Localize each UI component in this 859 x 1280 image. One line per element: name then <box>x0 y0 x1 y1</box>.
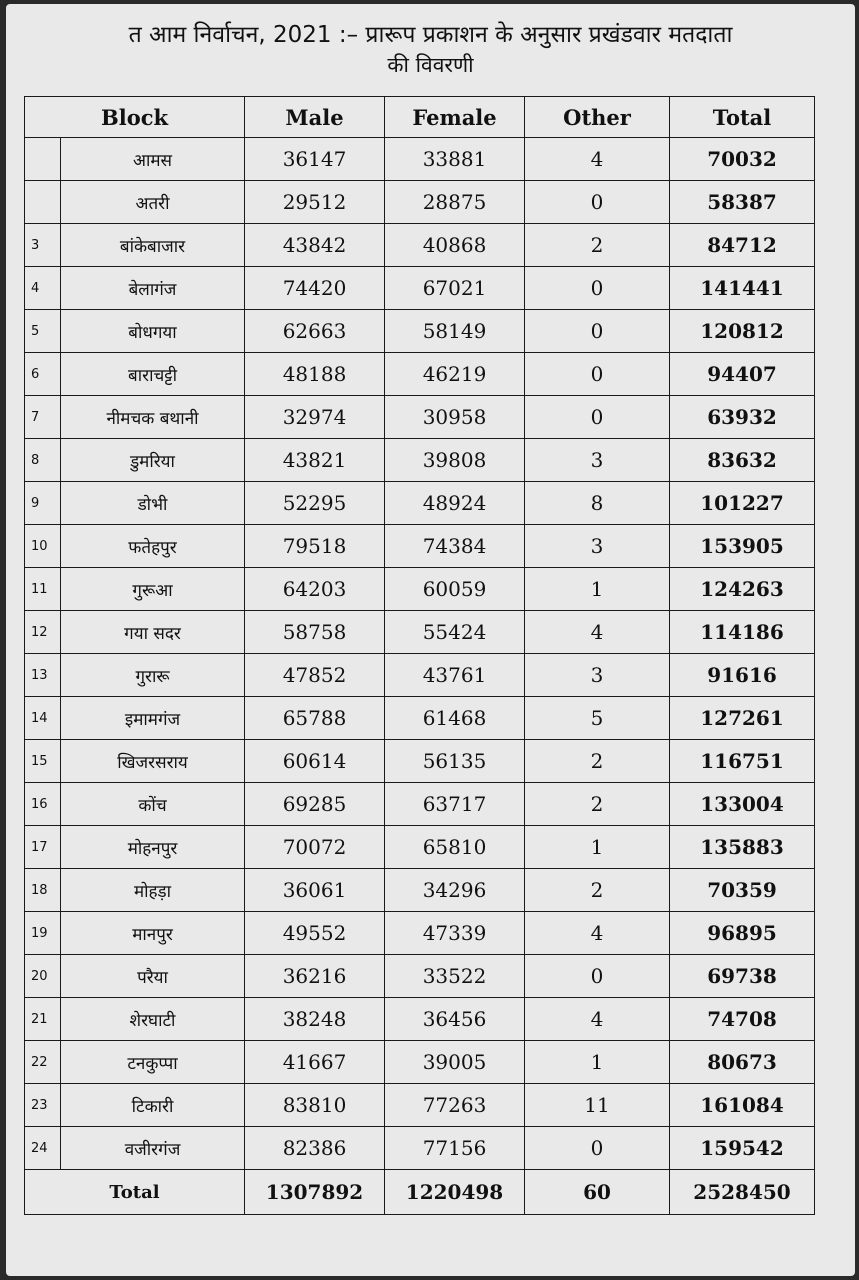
table-row <box>25 396 815 439</box>
total-count: 161084 <box>670 1084 815 1127</box>
serial-number: 8 <box>25 439 61 482</box>
block-name: फतेहपुर <box>61 525 245 568</box>
total-count: 84712 <box>670 224 815 267</box>
block-name: अतरी <box>61 181 245 224</box>
male-count: 36216 <box>245 955 385 998</box>
male-count: 82386 <box>245 1127 385 1170</box>
total-male: 1307892 <box>245 1170 385 1215</box>
serial-number: 16 <box>25 783 61 826</box>
other-count: 3 <box>525 525 670 568</box>
total-count: 116751 <box>670 740 815 783</box>
female-count: 56135 <box>385 740 525 783</box>
block-name: बाराचट्टी <box>61 353 245 396</box>
total-count: 114186 <box>670 611 815 654</box>
table-row <box>25 310 815 353</box>
table-row <box>25 439 815 482</box>
male-count: 32974 <box>245 396 385 439</box>
serial-number: 22 <box>25 1041 61 1084</box>
table-row <box>25 826 815 869</box>
serial-number: 19 <box>25 912 61 955</box>
other-count: 0 <box>525 1127 670 1170</box>
block-name: बोधगया <box>61 310 245 353</box>
female-count: 39005 <box>385 1041 525 1084</box>
other-count: 0 <box>525 955 670 998</box>
male-count: 83810 <box>245 1084 385 1127</box>
table-total-row <box>25 1170 815 1215</box>
female-count: 40868 <box>385 224 525 267</box>
table-row <box>25 224 815 267</box>
female-count: 46219 <box>385 353 525 396</box>
document-heading <box>6 20 855 80</box>
block-name: गुरूआ <box>61 568 245 611</box>
total-count: 124263 <box>670 568 815 611</box>
female-count: 58149 <box>385 310 525 353</box>
male-count: 69285 <box>245 783 385 826</box>
total-count: 94407 <box>670 353 815 396</box>
male-count: 79518 <box>245 525 385 568</box>
female-count: 39808 <box>385 439 525 482</box>
male-count: 48188 <box>245 353 385 396</box>
other-count: 4 <box>525 912 670 955</box>
total-label: Total <box>25 1170 245 1215</box>
female-count: 74384 <box>385 525 525 568</box>
document-subtitle: की विवरणी <box>387 53 474 77</box>
other-count: 0 <box>525 181 670 224</box>
total-count: 101227 <box>670 482 815 525</box>
table-row <box>25 482 815 525</box>
other-count: 0 <box>525 396 670 439</box>
serial-number: 18 <box>25 869 61 912</box>
male-count: 38248 <box>245 998 385 1041</box>
total-other: 60 <box>525 1170 670 1215</box>
other-count: 2 <box>525 740 670 783</box>
table-row <box>25 267 815 310</box>
total-count: 69738 <box>670 955 815 998</box>
male-count: 64203 <box>245 568 385 611</box>
total-count: 120812 <box>670 310 815 353</box>
table-row <box>25 654 815 697</box>
female-count: 77263 <box>385 1084 525 1127</box>
block-name: कोंच <box>61 783 245 826</box>
serial-number: 24 <box>25 1127 61 1170</box>
female-count: 28875 <box>385 181 525 224</box>
block-name: मोहनपुर <box>61 826 245 869</box>
header-total: Total <box>670 97 815 138</box>
female-count: 55424 <box>385 611 525 654</box>
other-count: 0 <box>525 267 670 310</box>
total-grand: 2528450 <box>670 1170 815 1215</box>
total-count: 153905 <box>670 525 815 568</box>
serial-number: 4 <box>25 267 61 310</box>
block-name: गुरारू <box>61 654 245 697</box>
table-row <box>25 869 815 912</box>
other-count: 3 <box>525 654 670 697</box>
other-count: 3 <box>525 439 670 482</box>
total-count: 91616 <box>670 654 815 697</box>
other-count: 0 <box>525 310 670 353</box>
serial-number <box>25 181 61 224</box>
block-name: टिकारी <box>61 1084 245 1127</box>
header-female: Female <box>385 97 525 138</box>
table-row <box>25 525 815 568</box>
block-name: टनकुप्पा <box>61 1041 245 1084</box>
block-name: शेरघाटी <box>61 998 245 1041</box>
male-count: 43821 <box>245 439 385 482</box>
block-name: इमामगंज <box>61 697 245 740</box>
serial-number: 13 <box>25 654 61 697</box>
female-count: 48924 <box>385 482 525 525</box>
male-count: 43842 <box>245 224 385 267</box>
total-count: 70032 <box>670 138 815 181</box>
male-count: 49552 <box>245 912 385 955</box>
total-count: 96895 <box>670 912 815 955</box>
female-count: 65810 <box>385 826 525 869</box>
male-count: 74420 <box>245 267 385 310</box>
male-count: 70072 <box>245 826 385 869</box>
other-count: 4 <box>525 611 670 654</box>
female-count: 33522 <box>385 955 525 998</box>
male-count: 36147 <box>245 138 385 181</box>
serial-number: 6 <box>25 353 61 396</box>
other-count: 2 <box>525 869 670 912</box>
serial-number: 3 <box>25 224 61 267</box>
other-count: 4 <box>525 998 670 1041</box>
table-row <box>25 1084 815 1127</box>
block-name: बांकेबाजार <box>61 224 245 267</box>
block-name: मोहड़ा <box>61 869 245 912</box>
male-count: 62663 <box>245 310 385 353</box>
total-count: 141441 <box>670 267 815 310</box>
other-count: 1 <box>525 1041 670 1084</box>
header-block: Block <box>25 97 245 138</box>
female-count: 30958 <box>385 396 525 439</box>
serial-number: 12 <box>25 611 61 654</box>
block-name: बेलागंज <box>61 267 245 310</box>
header-male: Male <box>245 97 385 138</box>
header-other: Other <box>525 97 670 138</box>
total-count: 133004 <box>670 783 815 826</box>
table-row <box>25 783 815 826</box>
other-count: 8 <box>525 482 670 525</box>
table-header-row <box>25 97 815 138</box>
serial-number: 14 <box>25 697 61 740</box>
female-count: 77156 <box>385 1127 525 1170</box>
male-count: 29512 <box>245 181 385 224</box>
block-name: आमस <box>61 138 245 181</box>
table-row <box>25 353 815 396</box>
table-row <box>25 181 815 224</box>
serial-number: 11 <box>25 568 61 611</box>
serial-number: 10 <box>25 525 61 568</box>
other-count: 5 <box>525 697 670 740</box>
serial-number: 23 <box>25 1084 61 1127</box>
female-count: 60059 <box>385 568 525 611</box>
total-count: 70359 <box>670 869 815 912</box>
total-count: 58387 <box>670 181 815 224</box>
female-count: 43761 <box>385 654 525 697</box>
total-count: 159542 <box>670 1127 815 1170</box>
male-count: 36061 <box>245 869 385 912</box>
male-count: 41667 <box>245 1041 385 1084</box>
female-count: 63717 <box>385 783 525 826</box>
block-name: मानपुर <box>61 912 245 955</box>
female-count: 33881 <box>385 138 525 181</box>
female-count: 67021 <box>385 267 525 310</box>
total-count: 127261 <box>670 697 815 740</box>
block-name: वजीरगंज <box>61 1127 245 1170</box>
block-name: खिजरसराय <box>61 740 245 783</box>
total-female: 1220498 <box>385 1170 525 1215</box>
male-count: 65788 <box>245 697 385 740</box>
total-count: 63932 <box>670 396 815 439</box>
table-row <box>25 955 815 998</box>
document-page <box>6 4 855 1276</box>
table-row <box>25 697 815 740</box>
other-count: 1 <box>525 826 670 869</box>
serial-number: 9 <box>25 482 61 525</box>
voter-table <box>24 96 815 1215</box>
serial-number: 20 <box>25 955 61 998</box>
block-name: डुमरिया <box>61 439 245 482</box>
other-count: 2 <box>525 224 670 267</box>
total-count: 80673 <box>670 1041 815 1084</box>
document-title: त आम निर्वाचन, 2021 :– प्रारूप प्रकाशन के अनुसार प्रखंडवार मतदाता <box>128 22 733 48</box>
female-count: 61468 <box>385 697 525 740</box>
serial-number: 7 <box>25 396 61 439</box>
table-row <box>25 568 815 611</box>
table-row <box>25 611 815 654</box>
serial-number: 17 <box>25 826 61 869</box>
male-count: 60614 <box>245 740 385 783</box>
block-name: नीमचक बथानी <box>61 396 245 439</box>
table-row <box>25 740 815 783</box>
other-count: 0 <box>525 353 670 396</box>
male-count: 47852 <box>245 654 385 697</box>
block-name: परैया <box>61 955 245 998</box>
female-count: 34296 <box>385 869 525 912</box>
male-count: 52295 <box>245 482 385 525</box>
table-row <box>25 998 815 1041</box>
serial-number: 15 <box>25 740 61 783</box>
serial-number <box>25 138 61 181</box>
table-row <box>25 138 815 181</box>
female-count: 47339 <box>385 912 525 955</box>
table-row <box>25 1127 815 1170</box>
serial-number: 5 <box>25 310 61 353</box>
other-count: 4 <box>525 138 670 181</box>
table-row <box>25 912 815 955</box>
block-name: डोभी <box>61 482 245 525</box>
total-count: 83632 <box>670 439 815 482</box>
total-count: 74708 <box>670 998 815 1041</box>
other-count: 2 <box>525 783 670 826</box>
female-count: 36456 <box>385 998 525 1041</box>
table-row <box>25 1041 815 1084</box>
other-count: 11 <box>525 1084 670 1127</box>
other-count: 1 <box>525 568 670 611</box>
male-count: 58758 <box>245 611 385 654</box>
block-name: गया सदर <box>61 611 245 654</box>
serial-number: 21 <box>25 998 61 1041</box>
total-count: 135883 <box>670 826 815 869</box>
